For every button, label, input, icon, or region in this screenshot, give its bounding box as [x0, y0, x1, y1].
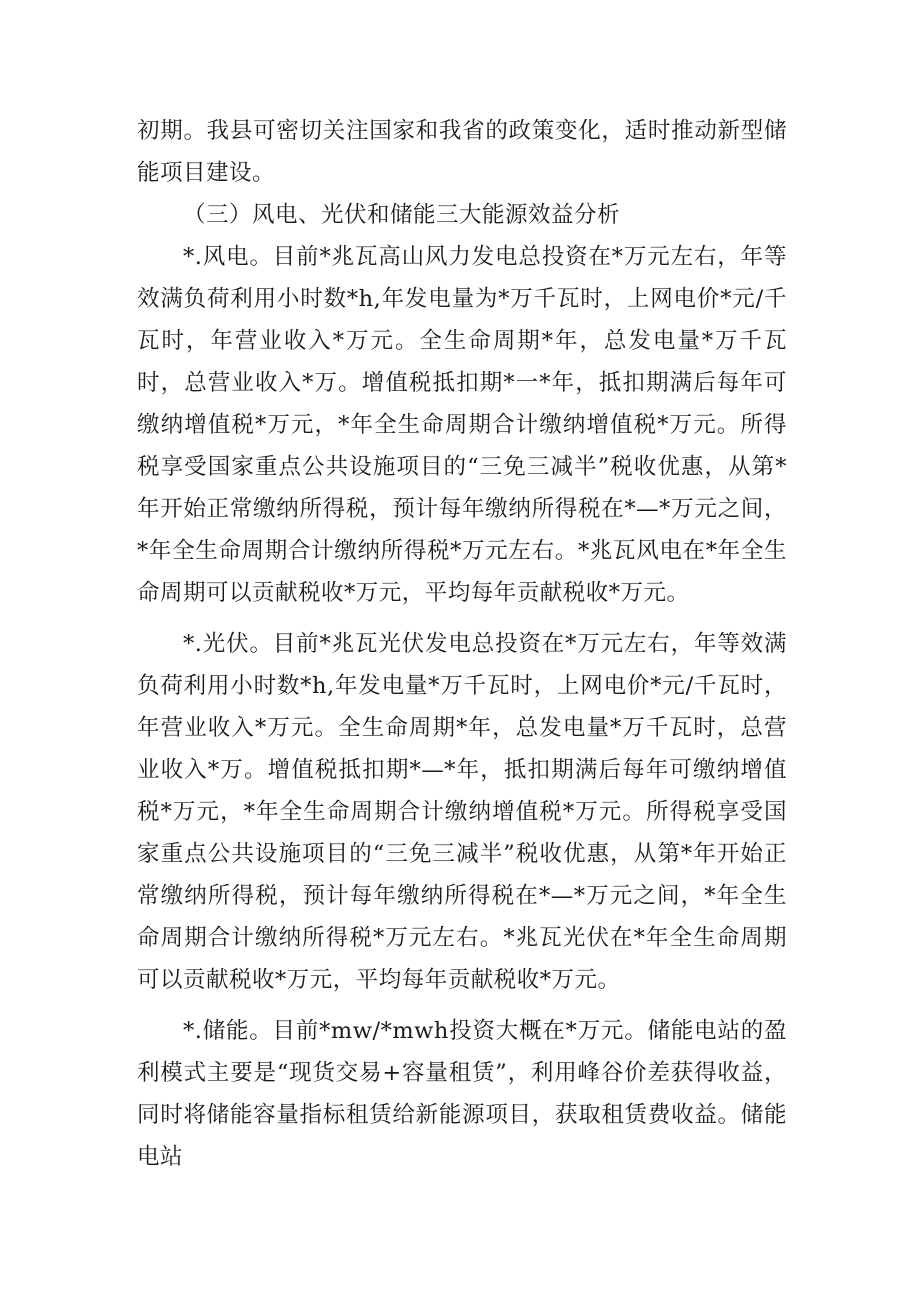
- solar-power-paragraph: *.光伏。目前*兆瓦光伏发电总投资在*万元左右，年等效满负荷利用小时数*h,年发电量*万千瓦时，上网电价*元/千瓦时，年营业收入*万元。全生命周期*年，总发电量*万千瓦时，总营业收入*万。增值税抵扣期*—*年，抵扣期满后每年可缴纳增值税*万元，*年全生命周期合计缴纳增值税*万元。所得税享受国家重点公共设施项目的“三免三减半”税收优惠，从第*年开始正常缴纳所得税，预计每年缴纳所得税在*—*万元之间，*年全生命周期合计缴纳所得税*万元左右。*兆瓦光伏在*年全生命周期可以贡献税收*万元，平均每年贡献税收*万元。: [137, 631, 787, 993]
- energy-storage-paragraph: *.储能。目前*mw/*mwh投资大概在*万元。储能电站的盈利模式主要是“现货交易+容量租赁”，利用峰谷价差获得收益，同时将储能容量指标租赁给新能源项目，获取租赁费收益。储能电站: [137, 1018, 787, 1170]
- section-heading: （三）风电、光伏和储能三大能源效益分析: [183, 202, 621, 228]
- wind-power-paragraph: *.风电。目前*兆瓦高山风力发电总投资在*万元左右，年等效满负荷利用小时数*h,年发电量为*万千瓦时，上网电价*元/千瓦时，年营业收入*万元。全生命周期*年，总发电量*万千瓦时，总营业收入*万。增值税抵扣期*一*年，抵扣期满后每年可缴纳增值税*万元，*年全生命周期合计缴纳增值税*万元。所得税享受国家重点公共设施项目的“三免三减半”税收优惠，从第*年开始正常缴纳所得税，预计每年缴纳所得税在*—*万元之间，*年全生命周期合计缴纳所得税*万元左右。*兆瓦风电在*年全生命周期可以贡献税收*万元，平均每年贡献税收*万元。: [137, 244, 787, 606]
- intro-tail-paragraph: 初期。我县可密切关注国家和我省的政策变化，适时推动新型储能项目建设。: [137, 118, 787, 186]
- document-body: [137, 110, 787, 1178]
